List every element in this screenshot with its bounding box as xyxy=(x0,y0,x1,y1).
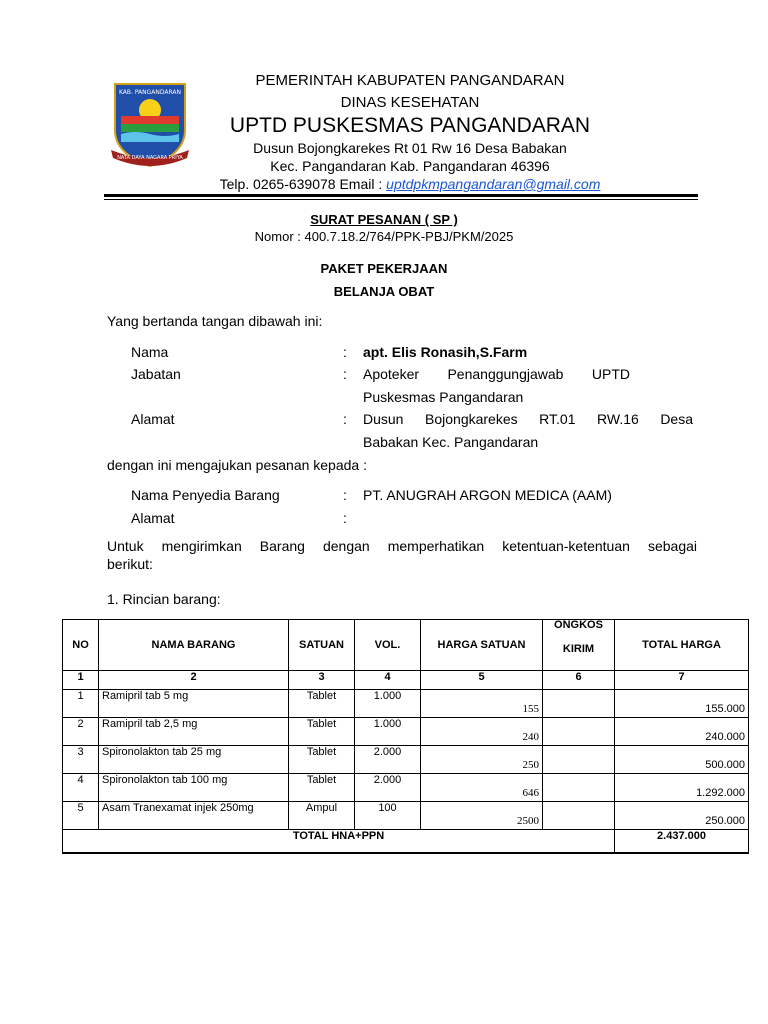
column-number: 7 xyxy=(615,671,749,690)
intro-text: Yang bertanda tangan dibawah ini: xyxy=(107,313,323,329)
column-number: 1 xyxy=(63,671,99,690)
row-total-cell xyxy=(615,774,749,802)
document-number: Nomor : 400.7.18.2/764/PPK-PBJ/PKM/2025 xyxy=(254,229,514,244)
row-item-name: Asam Tranexamat injek 250mg xyxy=(99,802,289,830)
regency-logo xyxy=(107,80,193,172)
column-number: 6 xyxy=(543,671,615,690)
phone-label: Telp. 0265-639078 Email : xyxy=(219,176,387,192)
total-label: TOTAL HNA+PPN xyxy=(63,830,615,854)
terms-text-2: berikut: xyxy=(107,556,153,572)
letterhead-department: DINAS KESEHATAN xyxy=(340,94,480,111)
item-table xyxy=(62,619,749,854)
row-total: 1.292.000 xyxy=(696,787,745,799)
alamat-label: Alamat xyxy=(131,411,175,427)
package-name: BELANJA OBAT xyxy=(333,284,435,299)
table-total-row xyxy=(63,830,749,854)
row-unit: Tablet xyxy=(289,718,355,746)
jabatan-value-1: Apoteker Penanggungjawab UPTD xyxy=(363,366,630,382)
row-total: 500.000 xyxy=(705,759,745,771)
column-number: 5 xyxy=(421,671,543,690)
table-row xyxy=(63,802,749,830)
row-total-cell xyxy=(615,746,749,774)
row-volume: 100 xyxy=(355,802,421,830)
supplier-address-colon: : xyxy=(343,510,347,526)
nama-colon: : xyxy=(343,344,347,360)
letterhead-divider-thin xyxy=(104,199,698,200)
row-unit-price-cell xyxy=(421,774,543,802)
table-row xyxy=(63,746,749,774)
table-column-number-row xyxy=(63,671,749,690)
alamat-value-2: Babakan Kec. Pangandaran xyxy=(363,434,539,450)
row-item-name: Ramipril tab 2,5 mg xyxy=(99,718,289,746)
row-total: 240.000 xyxy=(705,731,745,743)
letterhead-address-1: Dusun Bojongkarekes Rt 01 Rw 16 Desa Babakan xyxy=(253,140,567,156)
row-shipping xyxy=(543,746,615,774)
row-no: 3 xyxy=(63,746,99,774)
row-no: 5 xyxy=(63,802,99,830)
header-vol: VOL. xyxy=(355,620,421,671)
row-unit-price: 240 xyxy=(522,731,539,743)
jabatan-label: Jabatan xyxy=(131,366,181,382)
row-item-name: Ramipril tab 5 mg xyxy=(99,690,289,718)
jabatan-colon: : xyxy=(343,366,347,382)
row-shipping xyxy=(543,718,615,746)
column-number: 2 xyxy=(99,671,289,690)
document-title: SURAT PESANAN ( SP ) xyxy=(310,212,458,227)
header-satuan: SATUAN xyxy=(289,620,355,671)
header-ongkos xyxy=(543,620,615,671)
row-unit: Ampul xyxy=(289,802,355,830)
row-no: 2 xyxy=(63,718,99,746)
letterhead-divider-thick xyxy=(104,194,698,197)
row-no: 1 xyxy=(63,690,99,718)
item-details-heading: 1. Rincian barang: xyxy=(107,591,221,607)
row-unit-price-cell xyxy=(421,746,543,774)
header-harga: HARGA SATUAN xyxy=(421,620,543,671)
header-total: TOTAL HARGA xyxy=(615,620,749,671)
row-unit-price-cell xyxy=(421,802,543,830)
row-item-name: Spironolakton tab 25 mg xyxy=(99,746,289,774)
logo-banner-text: NATA DAYA NAGARA PRIYA xyxy=(117,155,183,161)
row-unit: Tablet xyxy=(289,690,355,718)
letterhead-government: PEMERINTAH KABUPATEN PANGANDARAN xyxy=(255,72,565,89)
header-ongkos-line2: KIRIM xyxy=(562,643,595,655)
terms-text-1: Untuk mengirimkan Barang dengan memperhatikan ketentuan-ketentuan sebagai xyxy=(107,538,697,554)
table-row xyxy=(63,690,749,718)
header-nama: NAMA BARANG xyxy=(99,620,289,671)
row-unit: Tablet xyxy=(289,746,355,774)
supplier-value: PT. ANUGRAH ARGON MEDICA (AAM) xyxy=(363,487,612,503)
row-unit-price-cell xyxy=(421,690,543,718)
row-unit: Tablet xyxy=(289,774,355,802)
row-volume: 2.000 xyxy=(355,746,421,774)
row-total: 155.000 xyxy=(705,703,745,715)
column-number: 4 xyxy=(355,671,421,690)
header-ongkos-line1: ONGKOS xyxy=(554,619,603,631)
row-shipping xyxy=(543,690,615,718)
supplier-label: Nama Penyedia Barang xyxy=(131,487,280,503)
alamat-colon: : xyxy=(343,411,347,427)
table-header-row xyxy=(63,620,749,671)
row-unit-price: 646 xyxy=(522,787,539,799)
header-no: NO xyxy=(63,620,99,671)
row-volume: 1.000 xyxy=(355,690,421,718)
row-no: 4 xyxy=(63,774,99,802)
letterhead-address-2: Kec. Pangandaran Kab. Pangandaran 46396 xyxy=(270,158,550,174)
alamat-value-1: Dusun Bojongkarekes RT.01 RW.16 Desa xyxy=(363,411,693,427)
supplier-address-label: Alamat xyxy=(131,510,175,526)
nama-value: apt. Elis Ronasih,S.Farm xyxy=(363,344,528,360)
row-total-cell xyxy=(615,718,749,746)
row-total-cell xyxy=(615,690,749,718)
total-value: 2.437.000 xyxy=(615,830,749,854)
row-volume: 2.000 xyxy=(355,774,421,802)
logo-top-text: KAB. PANGANDARAN xyxy=(118,89,182,96)
row-total-cell xyxy=(615,802,749,830)
row-volume: 1.000 xyxy=(355,718,421,746)
row-unit-price: 2500 xyxy=(517,815,539,827)
column-number: 3 xyxy=(289,671,355,690)
letterhead-contact xyxy=(150,176,670,192)
row-unit-price-cell xyxy=(421,718,543,746)
supplier-colon: : xyxy=(343,487,347,503)
row-shipping xyxy=(543,774,615,802)
jabatan-value-2: Puskesmas Pangandaran xyxy=(363,389,524,405)
letterhead-institution: UPTD PUSKESMAS PANGANDARAN xyxy=(229,114,591,137)
table-row xyxy=(63,774,749,802)
order-to-text: dengan ini mengajukan pesanan kepada : xyxy=(107,457,367,473)
package-heading: PAKET PEKERJAAN xyxy=(320,261,448,276)
row-shipping xyxy=(543,802,615,830)
email-link[interactable]: uptdpkmpangandaran@gmail.com xyxy=(386,176,601,192)
row-total: 250.000 xyxy=(705,815,745,827)
row-unit-price: 155 xyxy=(522,703,539,715)
row-unit-price: 250 xyxy=(522,759,539,771)
table-row xyxy=(63,718,749,746)
nama-label: Nama xyxy=(131,344,169,360)
row-item-name: Spironolakton tab 100 mg xyxy=(99,774,289,802)
